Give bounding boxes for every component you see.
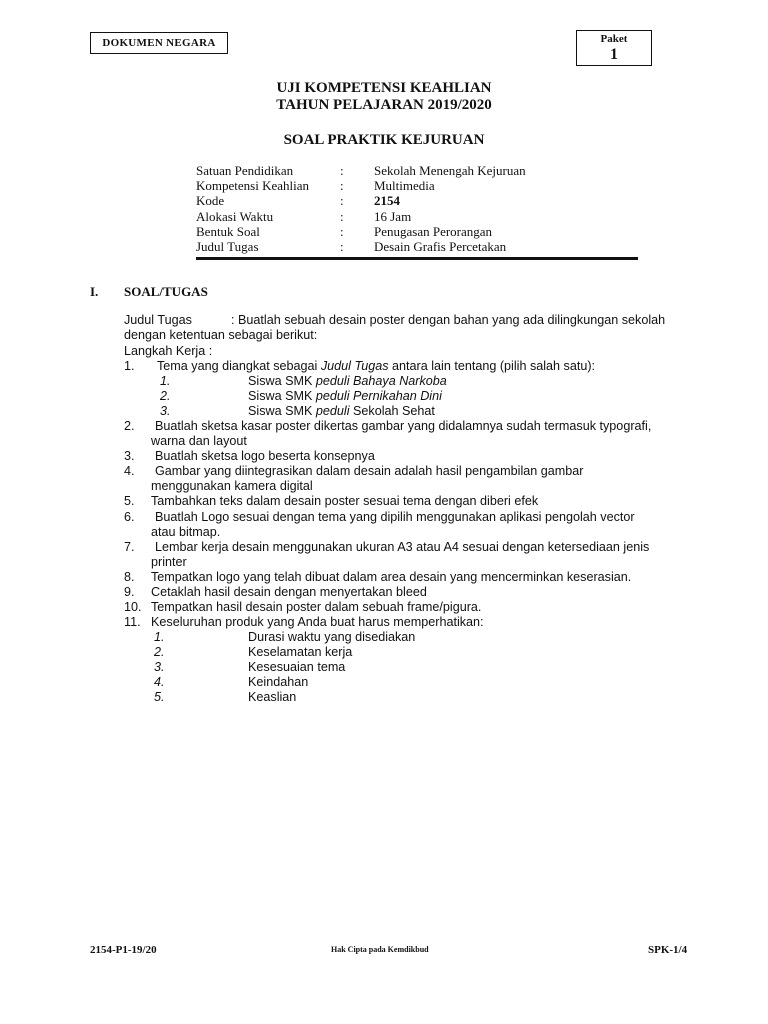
theme-number: 2. <box>160 389 171 403</box>
judul-text-cont: dengan ketentuan sebagai berikut: <box>124 328 318 342</box>
theme-text: Siswa SMK peduli Pernikahan Dini <box>248 389 442 403</box>
step-number: 6. <box>124 510 135 524</box>
document-classification-box: DOKUMEN NEGARA <box>90 32 228 54</box>
step-text: Tempatkan logo yang telah dibuat dalam area desain yang mencerminkan keserasian. <box>151 570 632 584</box>
judul-text: : Buatlah sebuah desain poster dengan bahan yang ada dilingkungan sekolah <box>231 313 666 327</box>
step-text: Buatlah Logo sesuai dengan tema yang dipilih menggunakan aplikasi pengolah vector <box>148 510 635 524</box>
judul-label: Judul Tugas <box>124 313 192 327</box>
footer-copyright: Hak Cipta pada Kemdikbud <box>331 945 429 954</box>
paket-box <box>576 30 652 66</box>
step-number: 11. <box>124 615 141 629</box>
title-year: TAHUN PELAJARAN 2019/2020 <box>276 97 492 113</box>
step-text: Tempatkan hasil desain poster dalam sebuah frame/pigura. <box>151 600 482 614</box>
step-number: 4. <box>124 464 135 478</box>
footer-page: SPK-1/4 <box>648 944 688 956</box>
paket-number: 1 <box>610 46 618 63</box>
step-text: Gambar yang diintegrasikan dalam desain adalah hasil pengambilan gambar <box>148 464 584 478</box>
langkah-kerja-label: Langkah Kerja : <box>124 344 213 358</box>
header-divider <box>196 257 638 260</box>
theme-text: Siswa SMK peduli Sekolah Sehat <box>248 404 435 418</box>
step-text: Keseluruhan produk yang Anda buat harus memperhatikan: <box>151 615 484 629</box>
criteria-text: Durasi waktu yang disediakan <box>248 630 416 644</box>
criteria-number: 4. <box>154 675 165 689</box>
step-text-cont: printer <box>151 555 187 569</box>
criteria-number: 3. <box>154 660 165 674</box>
step-number: 9. <box>124 585 135 599</box>
step-text: Tema yang diangkat sebagai Judul Tugas antara lain tentang (pilih salah satu): <box>157 359 596 373</box>
section-title: SOAL/TUGAS <box>124 284 208 299</box>
step-number: 3. <box>124 449 135 463</box>
step-number: 8. <box>124 570 135 584</box>
step-text-cont: warna dan layout <box>151 434 247 448</box>
criteria-text: Keindahan <box>248 675 309 689</box>
step-text: Cetaklah hasil desain dengan menyertakan bleed <box>151 585 427 599</box>
section-number: I. <box>90 284 99 299</box>
criteria-number: 5. <box>154 690 165 704</box>
step-text: Tambahkan teks dalam desain poster sesuai tema dengan diberi efek <box>151 494 539 508</box>
paket-label: Paket <box>600 33 628 45</box>
step-text: Buatlah sketsa kasar poster dikertas gambar yang didalamnya sudah termasuk typografi, <box>148 419 652 433</box>
theme-number: 1. <box>160 374 171 388</box>
criteria-text: Keselamatan kerja <box>248 645 353 659</box>
title-practice: SOAL PRAKTIK KEJURUAN <box>283 132 485 148</box>
theme-number: 3. <box>160 404 171 418</box>
criteria-number: 1. <box>154 630 165 644</box>
step-number: 1. <box>124 359 135 373</box>
criteria-number: 2. <box>154 645 165 659</box>
step-text-cont: menggunakan kamera digital <box>151 479 313 493</box>
footer-code: 2154-P1-19/20 <box>90 944 157 956</box>
step-number: 10. <box>124 600 142 614</box>
criteria-text: Keaslian <box>248 690 297 704</box>
step-text: Buatlah sketsa logo beserta konsepnya <box>148 449 375 463</box>
step-number: 2. <box>124 419 135 433</box>
step-text: Lembar kerja desain menggunakan ukuran A3 atau A4 sesuai dengan ketersediaan jenis <box>148 540 650 554</box>
criteria-text: Kesesuaian tema <box>248 660 346 674</box>
theme-text: Siswa SMK peduli Bahaya Narkoba <box>248 374 447 388</box>
step-text-cont: atau bitmap. <box>151 525 221 539</box>
step-number: 7. <box>124 540 135 554</box>
step-number: 5. <box>124 494 135 508</box>
title-exam: UJI KOMPETENSI KEAHLIAN <box>276 80 492 96</box>
